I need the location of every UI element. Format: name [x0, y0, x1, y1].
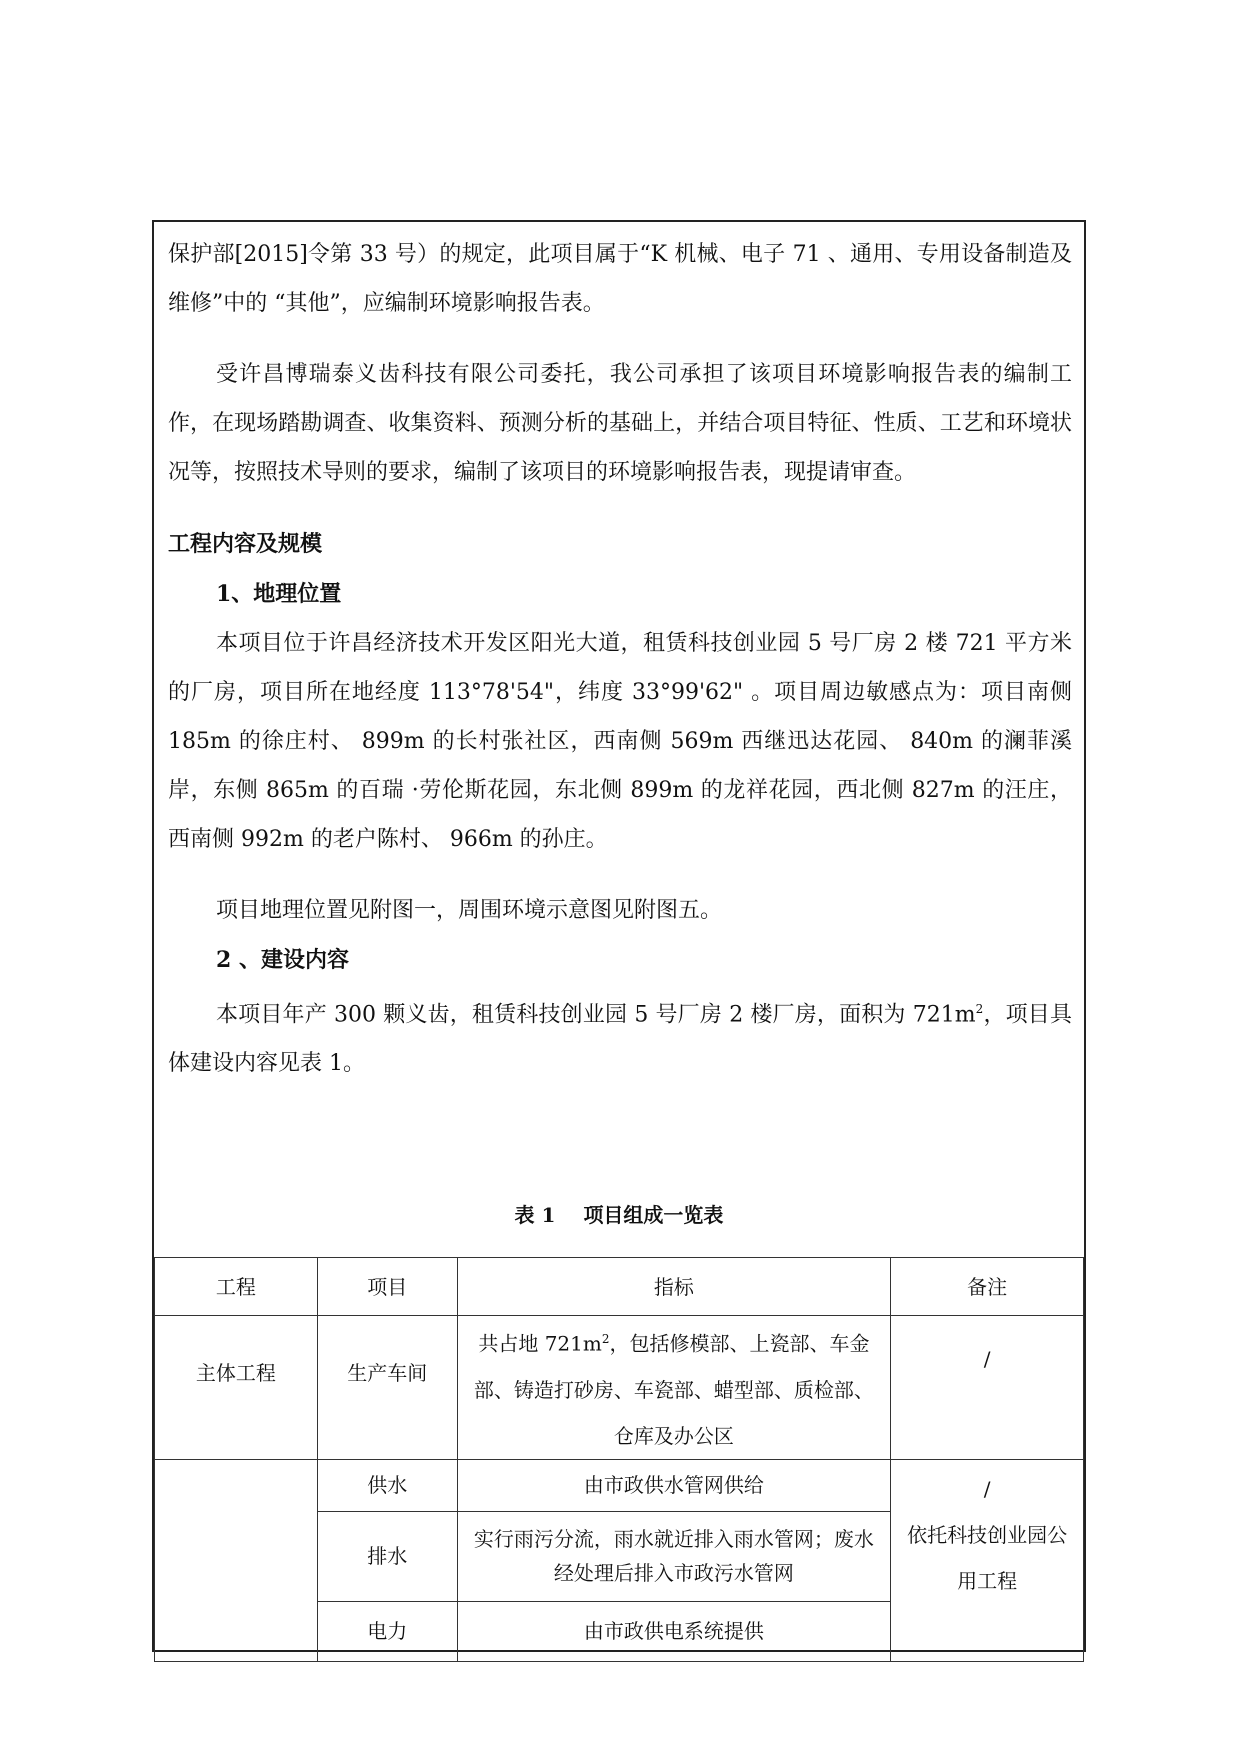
- desc-cell: 实行雨污分流，雨水就近排入雨水管网；废水经处理后排入市政污水管网: [457, 1511, 891, 1601]
- body-text: [168, 230, 1072, 1088]
- desc-cell: 由市政供水管网供给: [457, 1459, 891, 1511]
- project-composition-table: [154, 1257, 1084, 1662]
- note-slash: /: [983, 1476, 991, 1501]
- note-cell: /: [891, 1316, 1084, 1460]
- section-heading: 工程内容及规模: [168, 531, 323, 557]
- table-row: [155, 1459, 1084, 1511]
- table-number: 表 1: [514, 1203, 556, 1227]
- note-cell: [891, 1459, 1084, 1661]
- paragraph-figures: 项目地理位置见附图一，周围环境示意图见附图五。: [216, 898, 723, 923]
- subheading-construction: 2 、建设内容: [216, 947, 349, 973]
- header-cell: 项目: [317, 1258, 457, 1316]
- header-cell: 工程: [155, 1258, 318, 1316]
- item-cell: 生产车间: [317, 1316, 457, 1460]
- item-cell: 电力: [317, 1601, 457, 1661]
- item-cell: 排水: [317, 1511, 457, 1601]
- report-frame: [152, 220, 1086, 1652]
- note-shared: 依托科技创业园公用工程: [907, 1522, 1068, 1593]
- header-cell: 备注: [891, 1258, 1084, 1316]
- paragraph-commission: 受许昌博瑞泰义齿科技有限公司委托，我公司承担了该项目环境影响报告表的编制工作，在现场踏勘调查、收集资料、预测分析的基础上，并结合项目特征、性质、工艺和环境状况等，按照技术导则的要求，编制了该项目的环境影响报告表，现提请审查。: [168, 362, 1072, 485]
- subheading-location: 1、地理位置: [216, 581, 342, 607]
- paragraph-regulation: 保护部[2015]令第 33 号）的规定，此项目属于“K 机械、电子 71 、通用、专用设备制造及维修”中的 “其他”，应编制环境影响报告表。: [168, 242, 1072, 316]
- desc-cell: 由市政供电系统提供: [457, 1601, 891, 1661]
- paragraph-location: 本项目位于许昌经济技术开发区阳光大道，租赁科技创业园 5 号厂房 2 楼 721 平方米的厂房，项目所在地经度 113°78'54"，纬度 33°99'62" 。项目周边敏感点为：项目南侧 185m 的徐庄村、 899m 的长村张社区，西南侧 569m 西继迅达花园、 840m 的澜菲溪岸，东侧 865m 的百瑞 ·劳伦斯花园，东北侧 899m 的龙祥花园，西北侧 827m 的汪庄，西南侧 992m 的老户陈村、 966m 的孙庄。: [168, 631, 1072, 852]
- item-cell: 供水: [317, 1459, 457, 1511]
- table-header-row: [155, 1258, 1084, 1316]
- paragraph-construction: 本项目年产 300 颗义齿，租赁科技创业园 5 号厂房 2 楼厂房，面积为 $721m^2$，项目具体建设内容见表 1。: [168, 1002, 1072, 1077]
- table-row: [155, 1316, 1084, 1460]
- category-cell: [155, 1459, 318, 1661]
- desc-cell: 共占地 $721m^2$，包括修模部、上瓷部、车金部、铸造打砂房、车瓷部、蜡型部、质检部、仓库及办公区: [457, 1316, 891, 1460]
- table-caption: [154, 1200, 1084, 1230]
- category-cell: 主体工程: [155, 1316, 318, 1460]
- header-cell: 指标: [457, 1258, 891, 1316]
- table-title: 项目组成一览表: [583, 1203, 724, 1227]
